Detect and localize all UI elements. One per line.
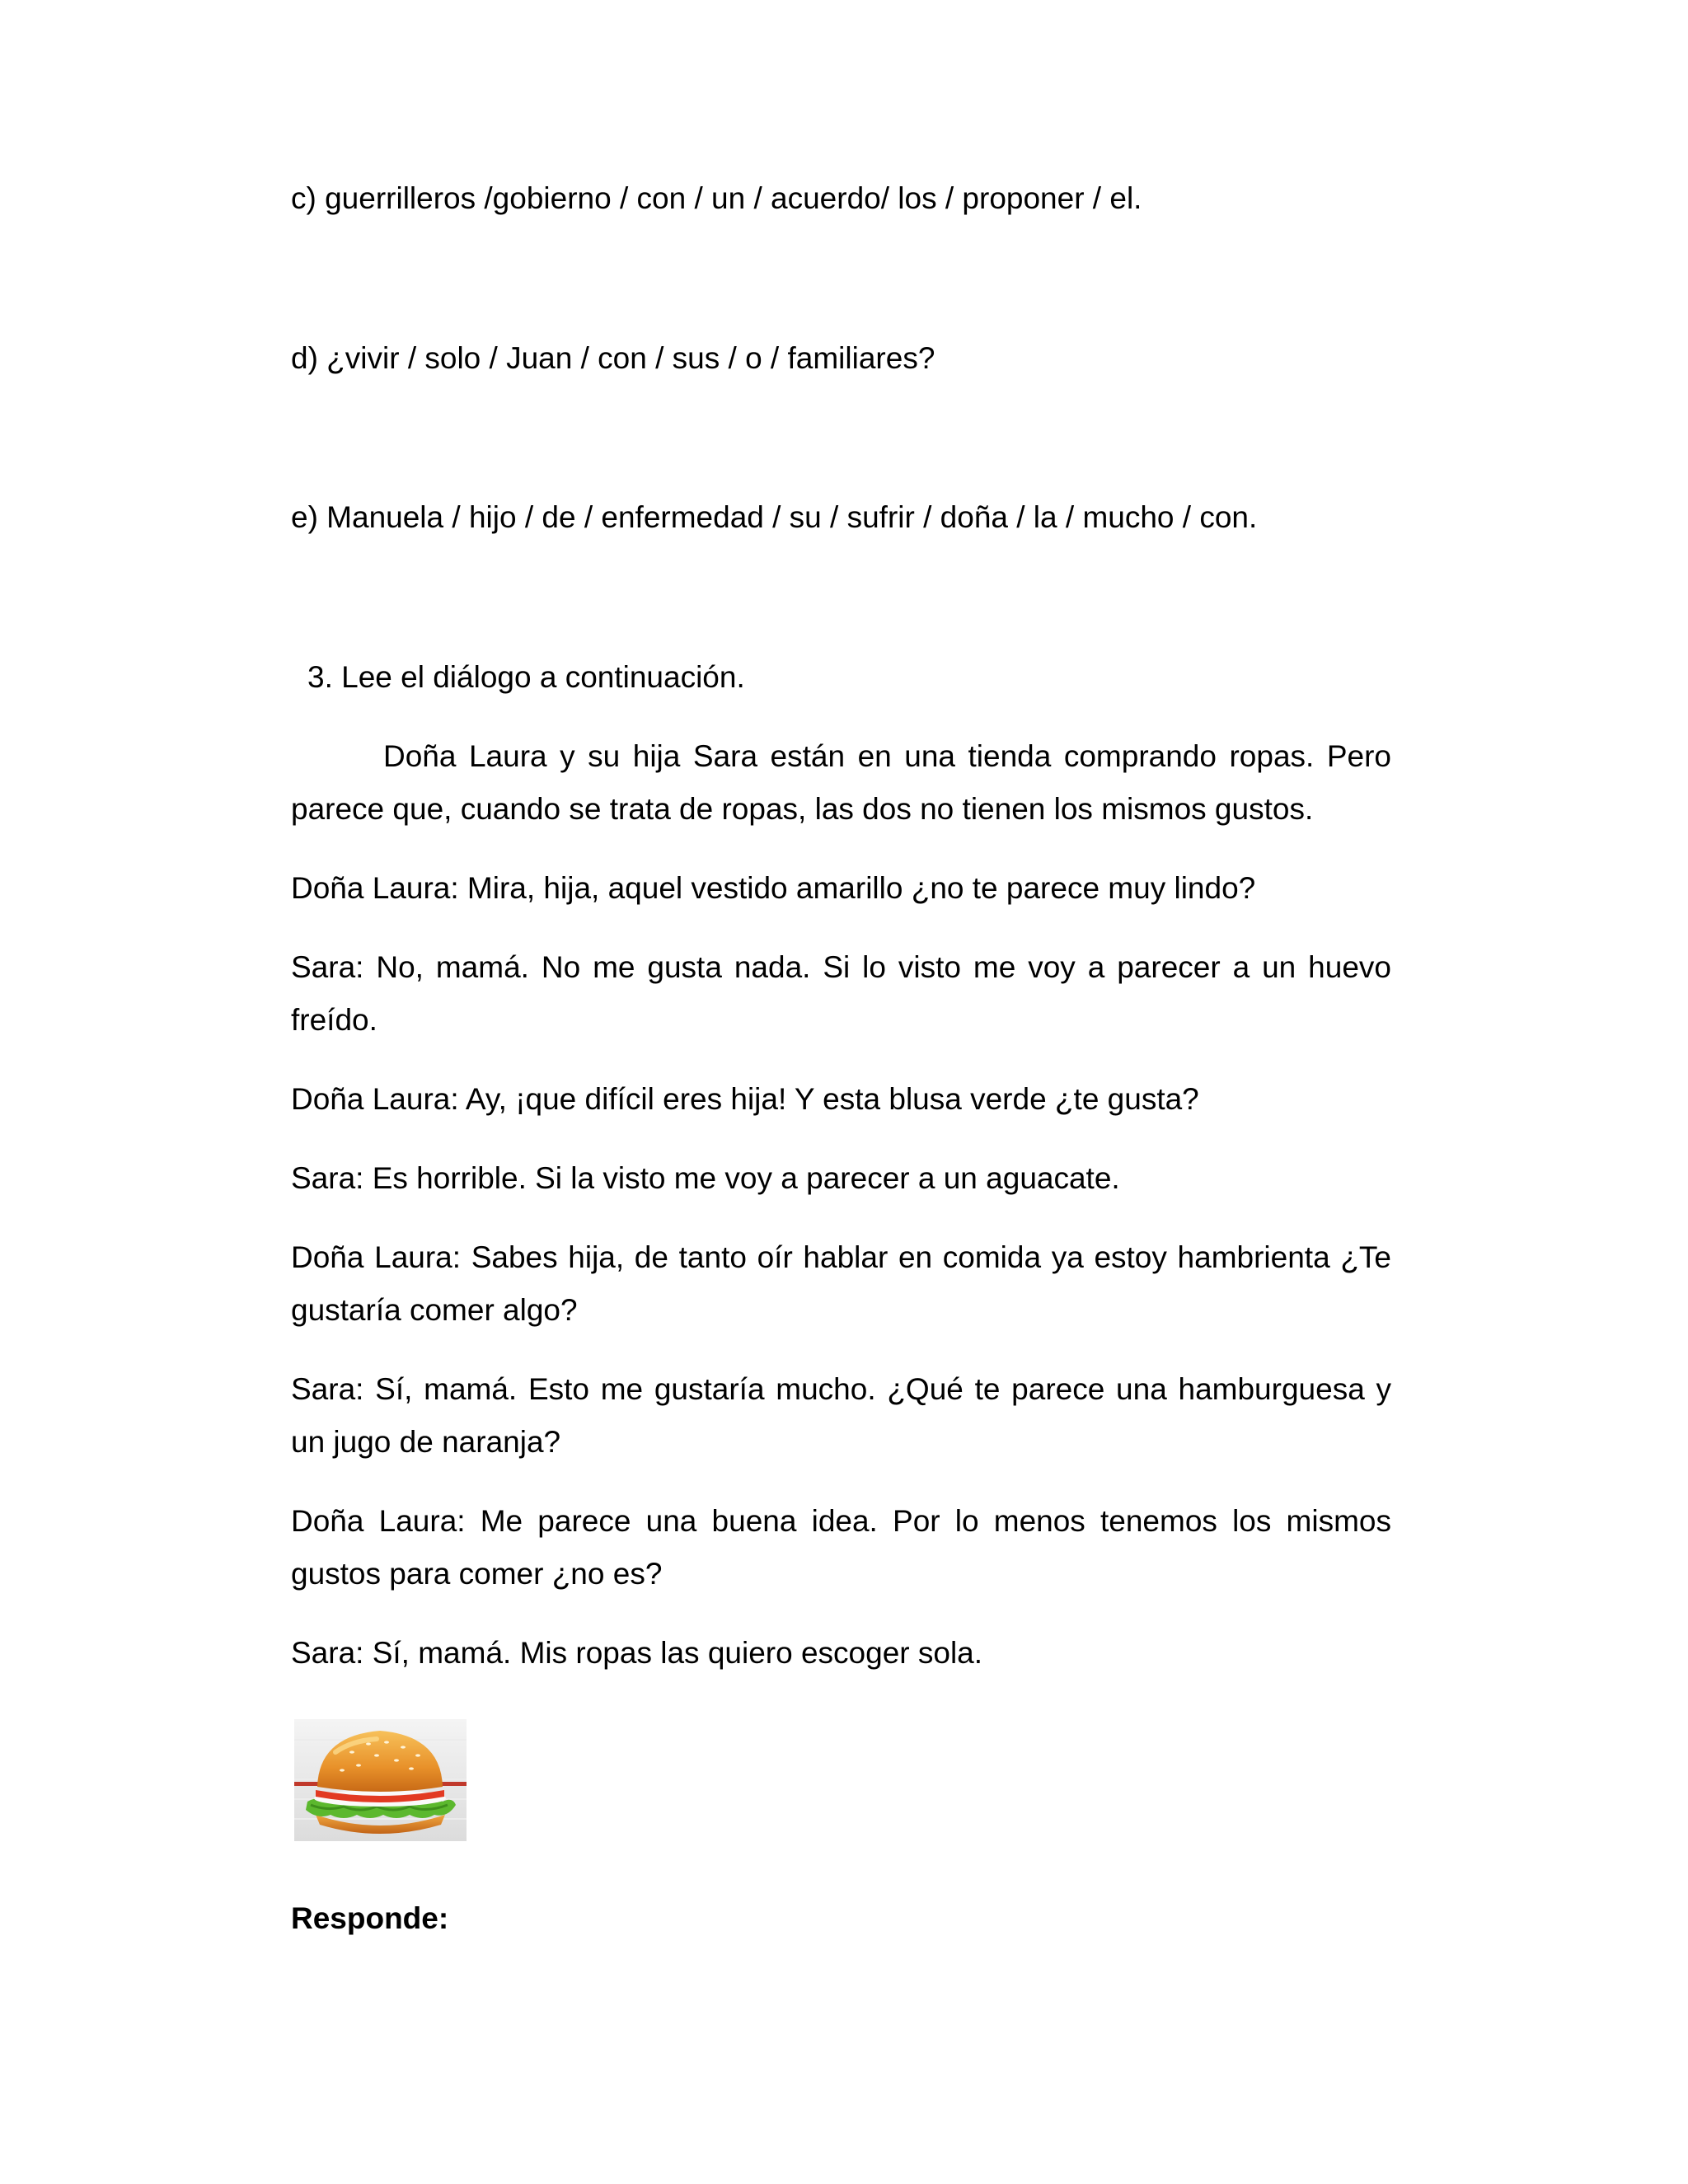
dialogue-line-4 [291,1152,1391,1205]
dialogue-line-7-text-2: gustos para comer ¿no es? [291,1557,663,1591]
exercise-item-d: d) ¿vivir / solo / Juan / con / sus / o / familiares? [291,341,935,375]
dialogue-line-7-text-1: Doña Laura: Me parece una buena idea. Por lo menos tenemos los mismos [291,1504,1391,1538]
section-3-heading: 3. Lee el diálogo a continuación. [307,660,745,694]
intro-paragraph [291,730,1391,836]
dialogue-line-2 [291,941,1391,1047]
dialogue-line-4-text: Sara: Es horrible. Si la visto me voy a parecer a un aguacate. [291,1161,1120,1195]
dialogue-line-3 [291,1073,1391,1126]
hamburger-icon [294,1719,467,1841]
responde-label: Responde: [291,1901,449,1935]
dialogue-line-5-text-2: gustaría comer algo? [291,1293,578,1327]
dialogue-line-1-text: Doña Laura: Mira, hija, aquel vestido amarillo ¿no te parece muy lindo? [291,871,1256,905]
dialogue-line-5-text-1: Doña Laura: Sabes hija, de tanto oír hablar en comida ya estoy hambrienta ¿Te [291,1240,1391,1274]
dialogue-line-6 [291,1363,1391,1469]
exercise-item-c: c) guerrilleros /gobierno / con / un / acuerdo/ los / proponer / el. [291,181,1142,215]
dialogue-line-6-text-2: un jugo de naranja? [291,1425,561,1459]
exercise-item-e: e) Manuela / hijo / de / enfermedad / su / sufrir / doña / la / mucho / con. [291,500,1258,534]
dialogue-line-7 [291,1495,1391,1601]
dialogue-line-5 [291,1231,1391,1337]
dialogue-line-8-text: Sara: Sí, mamá. Mis ropas las quiero escoger sola. [291,1636,983,1670]
dialogue-line-2-text-2: freído. [291,1003,377,1037]
dialogue-line-3-text: Doña Laura: Ay, ¡que difícil eres hija! Y esta blusa verde ¿te gusta? [291,1082,1199,1116]
dialogue-line-1 [291,862,1391,915]
dialogue-line-6-text-1: Sara: Sí, mamá. Esto me gustaría mucho. ¿Qué te parece una hamburguesa y [291,1372,1391,1406]
intro-line-1: Doña Laura y su hija Sara están en una tienda comprando ropas. Pero [383,739,1391,773]
dialogue-line-2-text-1: Sara: No, mamá. No me gusta nada. Si lo visto me voy a parecer a un huevo [291,950,1391,984]
dialogue-line-8 [291,1627,1391,1680]
intro-line-2: parece que, cuando se trata de ropas, las dos no tienen los mismos gustos. [291,792,1314,826]
